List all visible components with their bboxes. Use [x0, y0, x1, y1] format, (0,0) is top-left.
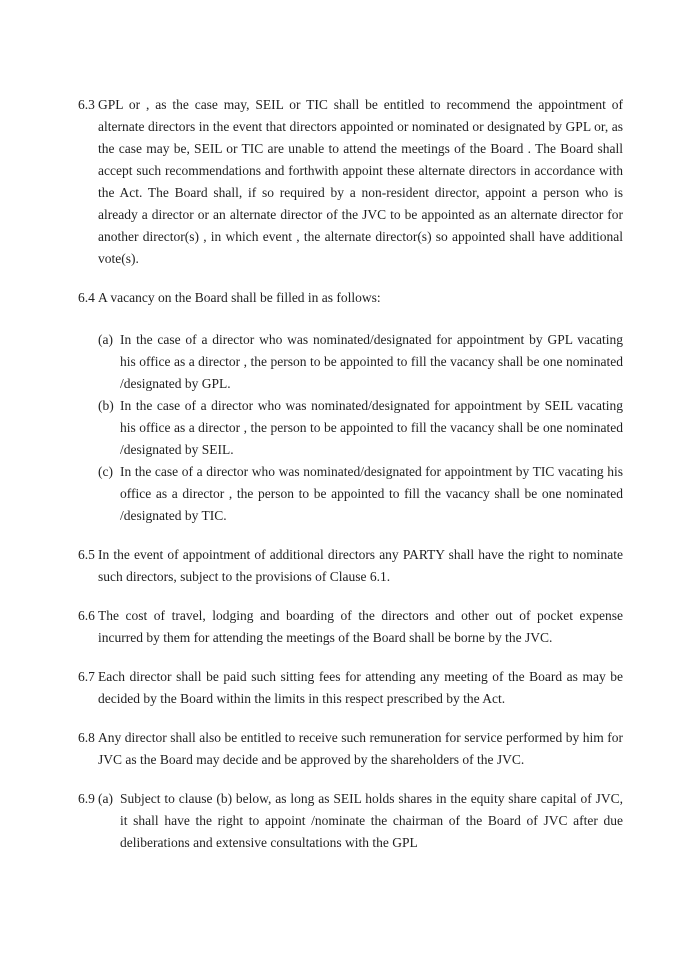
document-page	[78, 94, 623, 854]
subitem-a	[98, 788, 623, 854]
clause-6-8	[78, 727, 623, 771]
subitem-b	[98, 395, 623, 461]
clause-6-6	[78, 605, 623, 649]
clause-text: GPL or , as the case may, SEIL or TIC shall be entitled to recommend the appointment of alternate directors in the event that directors appointed or nominated or designated by GPL or, as the case may be, SEIL or TIC are unable to attend the meetings of the Board . The Board shall accept such recommendations and forthwith appoint these alternate directors in accordance with the Act. The Board shall, if so required by a non-resident director, appoint a person who is already a director or an alternate director of the JVC to be appointed as an alternate director for another director(s) , in which event , the alternate director(s) so appointed shall have additional vote(s).	[98, 97, 623, 266]
clause-6-4-sublist	[98, 329, 623, 527]
clause-number: 6.8	[78, 730, 95, 745]
clause-number: 6.3	[78, 97, 95, 112]
clause-text: Any director shall also be entitled to receive such remuneration for service performed by him for JVC as the Board may decide and be approved by the shareholders of the JVC.	[98, 730, 623, 767]
subitem-label: (a)	[98, 791, 113, 806]
clause-6-3	[78, 94, 623, 270]
subitem-c	[98, 461, 623, 527]
clause-number: 6.4	[78, 290, 95, 305]
clause-6-4	[78, 287, 623, 527]
clause-text: In the event of appointment of additional directors any PARTY shall have the right to nominate such directors, subject to the provisions of Clause 6.1.	[98, 547, 623, 584]
subitem-label: (b)	[98, 398, 114, 413]
subitem-label: (c)	[98, 464, 113, 479]
clause-number: 6.9	[78, 791, 95, 806]
clause-text: The cost of travel, lodging and boarding of the directors and other out of pocket expense incurred by them for attending the meetings of the Board shall be borne by the JVC.	[98, 608, 623, 645]
clause-number: 6.7	[78, 669, 95, 684]
subitem-text: In the case of a director who was nominated/designated for appointment by SEIL vacating his office as a director , the person to be appointed to fill the vacancy shall be one nominated /designated by SEIL.	[120, 398, 623, 457]
clause-text: Each director shall be paid such sitting fees for attending any meeting of the Board as may be decided by the Board within the limits in this respect prescribed by the Act.	[98, 669, 623, 706]
clause-number: 6.6	[78, 608, 95, 623]
subitem-text: In the case of a director who was nominated/designated for appointment by TIC vacating his office as a director , the person to be appointed to fill the vacancy shall be one nominated /designated by TIC.	[120, 464, 623, 523]
clause-text: A vacancy on the Board shall be filled in as follows:	[98, 290, 381, 305]
clause-6-9	[78, 788, 623, 854]
subitem-text: In the case of a director who was nominated/designated for appointment by GPL vacating his office as a director , the person to be appointed to fill the vacancy shall be one nominated /designated by GPL.	[120, 332, 623, 391]
clause-6-7	[78, 666, 623, 710]
subitem-label: (a)	[98, 332, 113, 347]
subitem-a	[98, 329, 623, 395]
clause-6-5	[78, 544, 623, 588]
clause-number: 6.5	[78, 547, 95, 562]
subitem-text: Subject to clause (b) below, as long as SEIL holds shares in the equity share capital of JVC, it shall have the right to appoint /nominate the chairman of the Board of JVC after due deliberations and extensive consultations with the GPL	[120, 791, 623, 850]
